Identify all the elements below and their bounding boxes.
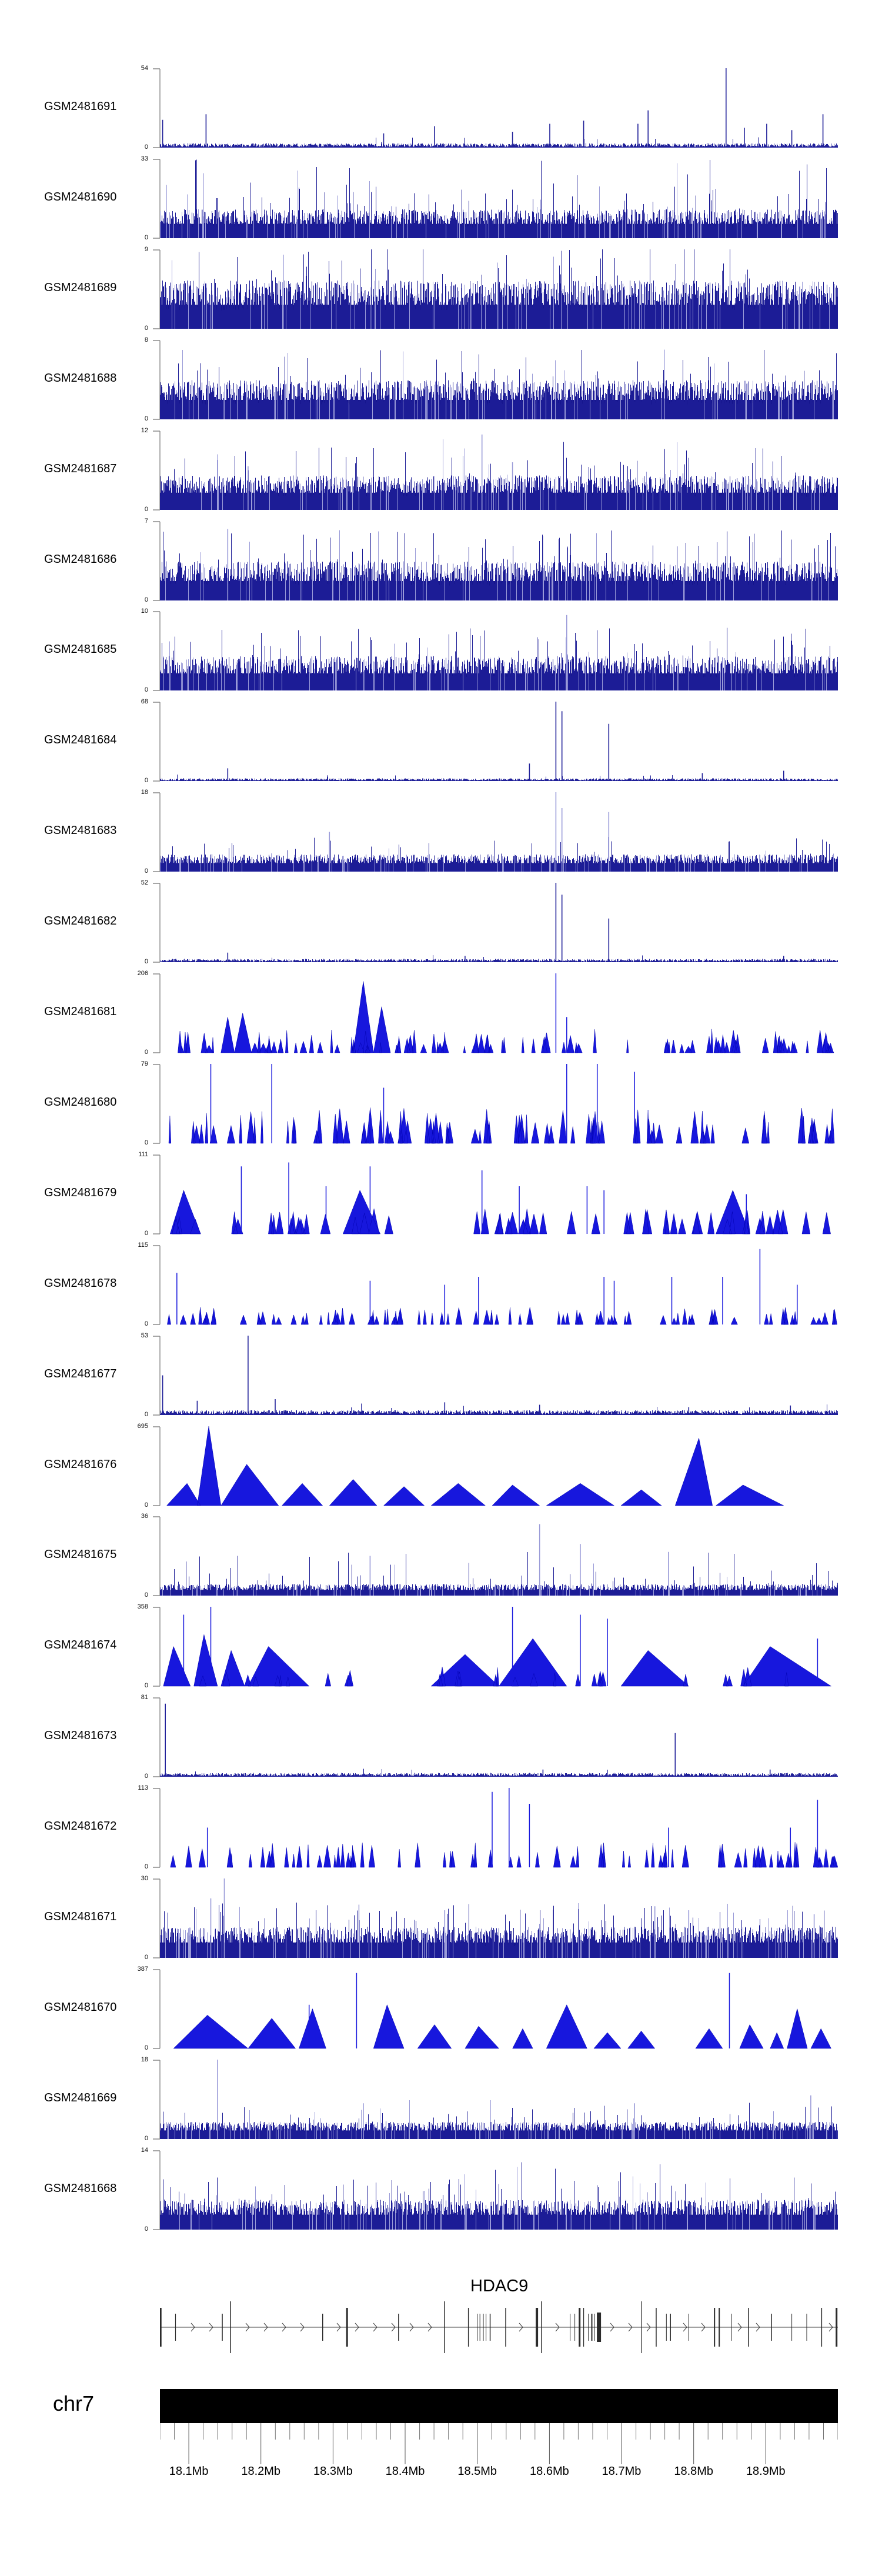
track-ymax-label: 115 bbox=[138, 1241, 148, 1249]
track-plot bbox=[152, 1064, 838, 1144]
track-label: GSM2481677 bbox=[44, 1367, 117, 1380]
track-ymax-label: 9 bbox=[144, 245, 148, 253]
track-row bbox=[0, 65, 882, 159]
track-ymax-label: 206 bbox=[137, 970, 148, 977]
track-row bbox=[0, 789, 882, 883]
axis-tick-label: 18.6Mb bbox=[530, 2465, 569, 2478]
track-ymax-label: 695 bbox=[137, 1422, 148, 1430]
track-label: GSM2481672 bbox=[44, 1820, 117, 1833]
track-plot bbox=[152, 883, 838, 963]
track-ymax-label: 113 bbox=[138, 1784, 148, 1792]
track-plot bbox=[152, 973, 838, 1054]
track-plot bbox=[152, 340, 838, 421]
track-plot bbox=[152, 68, 838, 149]
track-row bbox=[0, 426, 882, 521]
track-yzero-label: 0 bbox=[144, 958, 148, 966]
track-label: GSM2481679 bbox=[44, 1186, 117, 1199]
track-ymax-label: 14 bbox=[141, 2146, 148, 2154]
track-label: GSM2481671 bbox=[44, 1910, 117, 1923]
track-plot bbox=[152, 2060, 838, 2140]
track-yzero-label: 0 bbox=[144, 1591, 148, 1599]
track-row bbox=[0, 1965, 882, 2060]
track-plot bbox=[152, 1245, 838, 1326]
track-row bbox=[0, 1694, 882, 1788]
track-ymax-label: 52 bbox=[141, 879, 148, 887]
track-label: GSM2481689 bbox=[44, 281, 117, 294]
track-row bbox=[0, 1150, 882, 1245]
track-row bbox=[0, 2146, 882, 2241]
track-plot bbox=[152, 1336, 838, 1416]
track-label: GSM2481685 bbox=[44, 643, 117, 656]
track-yzero-label: 0 bbox=[144, 596, 148, 603]
track-label: GSM2481683 bbox=[44, 824, 117, 837]
track-row bbox=[0, 608, 882, 702]
track-plot bbox=[152, 521, 838, 602]
track-row bbox=[0, 1875, 882, 1969]
track-plot bbox=[152, 2150, 838, 2231]
chromosome-label: chr7 bbox=[53, 2391, 95, 2415]
track-ymax-label: 111 bbox=[138, 1150, 148, 1158]
track-label: GSM2481687 bbox=[44, 462, 117, 475]
axis-tick-label: 18.7Mb bbox=[602, 2465, 642, 2478]
track-label: GSM2481690 bbox=[44, 190, 117, 203]
track-ymax-label: 33 bbox=[141, 155, 148, 162]
track-yzero-label: 0 bbox=[144, 505, 148, 513]
track-label: GSM2481674 bbox=[44, 1639, 117, 1652]
track-plot bbox=[152, 1697, 838, 1778]
track-label: GSM2481675 bbox=[44, 1548, 117, 1561]
track-plot bbox=[152, 792, 838, 873]
track-ymax-label: 81 bbox=[141, 1694, 148, 1701]
track-row bbox=[0, 970, 882, 1064]
track-plot bbox=[152, 431, 838, 511]
track-plot bbox=[152, 1426, 838, 1507]
track-label: GSM2481688 bbox=[44, 371, 117, 385]
track-label: GSM2481682 bbox=[44, 915, 117, 928]
track-row bbox=[0, 1422, 882, 1517]
track-yzero-label: 0 bbox=[144, 1410, 148, 1418]
track-yzero-label: 0 bbox=[144, 2044, 148, 2051]
track-plot bbox=[152, 1607, 838, 1687]
track-yzero-label: 0 bbox=[144, 686, 148, 694]
track-label: GSM2481670 bbox=[44, 2000, 117, 2014]
track-yzero-label: 0 bbox=[144, 1320, 148, 1327]
axis-tick-label: 18.2Mb bbox=[241, 2465, 281, 2478]
track-yzero-label: 0 bbox=[144, 324, 148, 332]
track-label: GSM2481681 bbox=[44, 1005, 117, 1018]
track-ymax-label: 18 bbox=[141, 2056, 148, 2063]
axis-tick-label: 18.4Mb bbox=[385, 2465, 425, 2478]
axis-tick-label: 18.9Mb bbox=[746, 2465, 786, 2478]
track-row bbox=[0, 517, 882, 612]
track-plot bbox=[152, 1154, 838, 1235]
track-ymax-label: 358 bbox=[137, 1603, 148, 1611]
axis-tick-label: 18.8Mb bbox=[674, 2465, 714, 2478]
track-yzero-label: 0 bbox=[144, 415, 148, 422]
track-ymax-label: 79 bbox=[141, 1060, 148, 1067]
gene-model-track bbox=[160, 2292, 838, 2363]
track-label: GSM2481678 bbox=[44, 1276, 117, 1290]
track-plot bbox=[152, 1969, 838, 2050]
track-label: GSM2481668 bbox=[44, 2181, 117, 2195]
track-yzero-label: 0 bbox=[144, 1049, 148, 1056]
track-row bbox=[0, 1241, 882, 1336]
track-plot bbox=[152, 611, 838, 692]
track-yzero-label: 0 bbox=[144, 1863, 148, 1871]
track-row bbox=[0, 698, 882, 792]
track-ymax-label: 30 bbox=[141, 1875, 148, 1882]
track-yzero-label: 0 bbox=[144, 233, 148, 241]
chromosome-ideogram bbox=[160, 2389, 838, 2423]
track-row bbox=[0, 2056, 882, 2150]
gene-name-label: HDAC9 bbox=[470, 2277, 529, 2295]
track-plot bbox=[152, 159, 838, 239]
track-label: GSM2481686 bbox=[44, 552, 117, 566]
axis-tick-label: 18.3Mb bbox=[313, 2465, 353, 2478]
track-row bbox=[0, 155, 882, 249]
track-label: GSM2481673 bbox=[44, 1729, 117, 1743]
track-row bbox=[0, 1603, 882, 1697]
track-row bbox=[0, 1332, 882, 1426]
track-plot bbox=[152, 1788, 838, 1868]
track-yzero-label: 0 bbox=[144, 1139, 148, 1146]
track-row bbox=[0, 336, 882, 431]
track-plot bbox=[152, 702, 838, 782]
track-yzero-label: 0 bbox=[144, 1773, 148, 1780]
track-ymax-label: 387 bbox=[137, 1965, 148, 1973]
axis-tick-label: 18.1Mb bbox=[169, 2465, 209, 2478]
track-yzero-label: 0 bbox=[144, 1229, 148, 1237]
track-ymax-label: 12 bbox=[141, 426, 148, 434]
track-yzero-label: 0 bbox=[144, 1682, 148, 1690]
track-plot bbox=[152, 1516, 838, 1597]
genome-axis bbox=[160, 2423, 838, 2467]
track-yzero-label: 0 bbox=[144, 144, 148, 151]
track-ymax-label: 7 bbox=[144, 517, 148, 525]
track-yzero-label: 0 bbox=[144, 777, 148, 785]
track-label: GSM2481680 bbox=[44, 1095, 117, 1109]
track-ymax-label: 18 bbox=[141, 789, 148, 796]
track-ymax-label: 8 bbox=[144, 336, 148, 343]
track-row bbox=[0, 1513, 882, 1607]
track-row bbox=[0, 1060, 882, 1154]
track-yzero-label: 0 bbox=[144, 1501, 148, 1509]
track-plot bbox=[152, 1878, 838, 1959]
track-label: GSM2481676 bbox=[44, 1457, 117, 1471]
track-label: GSM2481684 bbox=[44, 733, 117, 747]
track-row bbox=[0, 245, 882, 340]
track-ymax-label: 36 bbox=[141, 1513, 148, 1520]
track-row bbox=[0, 1784, 882, 1878]
track-ymax-label: 53 bbox=[141, 1332, 148, 1339]
track-label: GSM2481669 bbox=[44, 2091, 117, 2104]
track-ymax-label: 10 bbox=[141, 608, 148, 615]
track-yzero-label: 0 bbox=[144, 2225, 148, 2233]
track-row bbox=[0, 879, 882, 973]
track-ymax-label: 54 bbox=[141, 65, 148, 72]
track-yzero-label: 0 bbox=[144, 1954, 148, 1961]
axis-tick-label: 18.5Mb bbox=[457, 2465, 497, 2478]
track-yzero-label: 0 bbox=[144, 867, 148, 875]
track-yzero-label: 0 bbox=[144, 2134, 148, 2142]
track-plot bbox=[152, 249, 838, 330]
track-ymax-label: 68 bbox=[141, 698, 148, 706]
track-label: GSM2481691 bbox=[44, 100, 117, 113]
